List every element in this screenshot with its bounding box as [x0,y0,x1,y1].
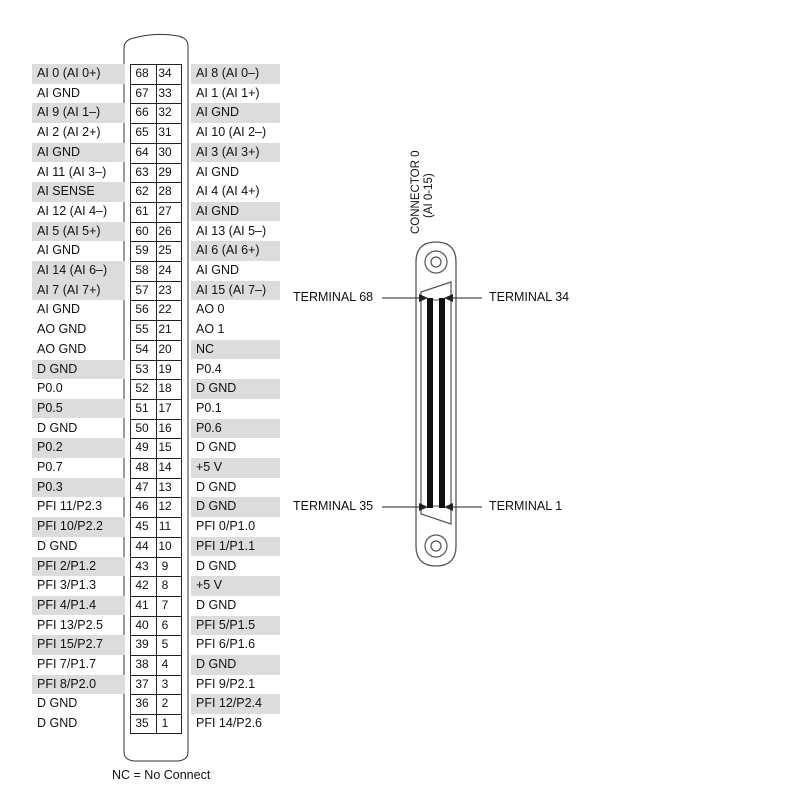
pin-left-number: 55 [135,322,149,337]
pin-left-label: AO GND [37,322,87,337]
pin-right-label: AO 1 [196,322,225,337]
pin-right-label: PFI 5/P1.5 [191,616,280,636]
pin-row [32,458,280,478]
pin-row-divider [130,596,182,597]
pin-row-divider [130,300,182,301]
pin-right-number: 23 [158,282,172,297]
connector-subtitle: (AI 0-15) [423,173,435,218]
pin-left-number: 45 [135,519,149,534]
pin-left-number: 65 [135,125,149,140]
pin-right-label: P0.4 [196,361,222,376]
pin-right-number: 10 [158,538,172,553]
pin-right-number: 26 [158,223,172,238]
pin-row [32,537,280,557]
pin-left-label: P0.5 [32,399,125,419]
pin-left-label: D GND [32,360,125,380]
pin-left-label: PFI 2/P1.2 [32,557,125,577]
pin-left-label: PFI 8/P2.0 [32,675,125,695]
pin-right-label: AI GND [196,263,240,277]
pin-right-number: 34 [158,66,172,80]
pin-left-label: AI 5 (AI 5+) [32,222,125,242]
pin-left-number: 35 [135,716,149,731]
pin-left-label: AO GND [37,341,87,356]
pin-right-number: 7 [161,597,169,612]
pin-left-number: 37 [135,676,149,691]
pin-left-label: P0.3 [32,478,125,498]
pin-row-divider [130,655,182,656]
pin-left-label: P0.2 [32,438,125,458]
pin-row [32,675,280,695]
connector-slot-left [427,298,433,508]
pin-right-number: 29 [158,164,172,179]
pin-right-label: AI 6 (AI 6+) [191,241,280,261]
pin-right-label: AI 15 (AI 7–) [191,281,280,301]
connector-body [416,242,456,566]
pin-row-divider [130,557,182,558]
pin-right-label: AI GND [191,103,280,123]
pin-right-label: D GND [196,479,237,494]
pin-row-divider [130,182,182,183]
pin-right-number: 20 [158,341,172,356]
pin-left-number: 58 [135,263,149,277]
pin-right-label: PFI 0/P1.0 [196,519,256,534]
pin-right-label: D GND [196,558,237,573]
pin-left-label: AI 9 (AI 1–) [32,103,125,123]
pin-row-divider [130,222,182,223]
pin-row-divider [130,103,182,104]
pin-row-divider [130,84,182,85]
pin-right-number: 14 [158,460,172,474]
pin-row [32,714,280,734]
pin-left-number: 54 [135,341,149,356]
pin-left-label: D GND [37,716,78,731]
pin-row [32,320,280,340]
pin-right-label: AI GND [191,202,280,222]
pin-right-label: +5 V [191,576,280,596]
pin-row [32,478,280,498]
pin-row [32,616,280,636]
pin-row-divider [130,163,182,164]
pin-left-label: PFI 13/P2.5 [37,617,104,632]
pin-right-number: 30 [158,144,172,159]
pin-row [32,438,280,458]
pin-right-number: 33 [158,85,172,100]
pin-right-number: 32 [158,105,172,120]
pin-left-label: PFI 11/P2.3 [37,499,103,514]
pin-row-divider [130,675,182,676]
pin-row [32,557,280,577]
pin-right-label: AI 13 (AI 5–) [196,223,267,238]
connector-drawing [382,242,482,566]
pin-left-label: AI GND [37,302,81,317]
pin-row-divider [130,123,182,124]
pin-row [32,261,280,281]
connector-title: CONNECTOR 0 [410,150,422,234]
pin-row [32,399,280,419]
pin-row-divider [130,478,182,479]
pin-right-number: 28 [158,184,172,199]
pin-left-number: 43 [135,558,149,573]
pin-row-divider [130,419,182,420]
pin-left-label: AI 0 (AI 0+) [32,64,125,84]
pin-row-divider [130,202,182,203]
pin-right-label: D GND [191,655,280,675]
pin-left-label: AI 11 (AI 3–) [37,164,107,179]
pin-right-number: 12 [158,499,172,514]
pin-right-label: P0.6 [191,419,280,439]
pin-row-divider [130,281,182,282]
pin-left-number: 53 [135,361,149,376]
pin-left-label: D GND [37,420,78,435]
pin-right-number: 11 [158,519,172,534]
pin-left-number: 64 [135,144,149,159]
pin-right-number: 2 [161,696,169,711]
pin-right-number: 17 [158,400,172,415]
pin-left-label: AI 14 (AI 6–) [32,261,125,281]
connector-d-shell [421,282,451,524]
pin-left-label: P0.7 [37,460,63,474]
pin-row [32,84,280,104]
pin-row-divider [130,616,182,617]
pin-right-number: 9 [161,558,169,573]
pin-row-divider [130,340,182,341]
pin-left-number: 50 [135,420,149,435]
pin-row [32,596,280,616]
pin-right-number: 4 [161,657,169,671]
terminal-35-label: TERMINAL 35 [293,499,374,513]
pin-row-divider [130,714,182,715]
pin-right-number: 19 [158,361,172,376]
pin-row-divider [130,320,182,321]
pin-left-number: 68 [135,66,149,80]
pin-left-label: D GND [37,538,78,553]
pin-row [32,497,280,517]
pin-right-label: P0.1 [196,400,222,415]
pin-right-label: PFI 6/P1.6 [196,637,256,652]
pin-left-number: 61 [135,203,149,218]
pin-right-label: AI GND [196,164,240,179]
pin-row [32,182,280,202]
pin-right-label: PFI 12/P2.4 [191,694,280,714]
pin-row [32,360,280,380]
pin-row-divider [130,458,182,459]
pin-right-number: 24 [158,263,172,277]
pin-right-number: 25 [158,243,172,258]
pin-row-divider [130,143,182,144]
pin-right-number: 1 [161,716,169,731]
pin-left-label: PFI 3/P1.3 [37,578,97,593]
bottom-screw-outer [425,535,447,557]
pin-right-label: AI 10 (AI 2–) [196,125,267,140]
pin-row [32,635,280,655]
pin-left-number: 56 [135,302,149,317]
pin-right-number: 8 [161,578,169,593]
terminal-1-label: TERMINAL 1 [489,499,563,513]
pin-left-number: 46 [135,499,149,514]
pin-left-number: 49 [135,440,149,455]
pin-row [32,379,280,399]
pin-left-label: P0.0 [37,381,63,396]
pin-right-number: 27 [158,203,172,218]
pin-left-number: 67 [135,85,149,100]
pin-left-number: 48 [135,460,149,474]
pin-right-number: 16 [158,420,172,435]
pin-row [32,123,280,143]
pin-left-label: AI 12 (AI 4–) [37,203,108,218]
pin-left-number: 57 [135,282,149,297]
pin-row [32,64,280,84]
pin-right-number: 3 [161,676,169,691]
pin-row [32,163,280,183]
pin-right-label: D GND [196,440,237,455]
pin-left-number: 40 [135,617,149,632]
pin-left-number: 36 [135,696,149,711]
pin-row-divider [130,537,182,538]
pin-left-label: AI GND [37,85,81,100]
pin-row [32,694,280,714]
pin-right-label: AI 4 (AI 4+) [196,184,260,199]
pin-row-divider [130,438,182,439]
pin-row-divider [130,379,182,380]
pin-left-label: D GND [37,696,78,711]
pin-row [32,202,280,222]
pin-right-label: PFI 1/P1.1 [191,537,280,557]
pin-right-label: AI 8 (AI 0–) [191,64,280,84]
pin-left-label: AI GND [37,243,81,258]
pin-row [32,241,280,261]
pin-row [32,576,280,596]
pin-row [32,222,280,242]
pin-left-number: 42 [135,578,149,593]
pin-right-label: +5 V [191,458,280,478]
pin-right-number: 22 [158,302,172,317]
pin-right-label: PFI 14/P2.6 [196,716,263,731]
connector-slot-right [439,298,445,508]
pin-row [32,517,280,537]
pin-left-number: 60 [135,223,149,238]
pin-right-number: 15 [158,440,172,455]
pin-right-label: PFI 9/P2.1 [196,676,256,691]
pin-right-label: D GND [191,497,280,517]
pin-row [32,103,280,123]
connector-title-block [410,151,436,235]
pin-row-divider [130,399,182,400]
pin-right-number: 5 [161,637,169,652]
pin-row [32,300,280,320]
pin-left-label: PFI 15/P2.7 [32,635,125,655]
pin-right-label: D GND [191,379,280,399]
pin-left-number: 47 [135,479,149,494]
pin-left-label: PFI 4/P1.4 [32,596,125,616]
pin-left-label: AI 7 (AI 7+) [32,281,125,301]
pin-left-label: AI GND [32,143,125,163]
top-screw-inner [431,257,441,267]
top-screw-outer [425,251,447,273]
pin-row-divider [130,694,182,695]
pin-left-number: 59 [135,243,149,258]
pin-left-number: 63 [135,164,149,179]
pin-left-label: PFI 7/P1.7 [37,657,97,671]
pin-right-number: 13 [158,479,172,494]
pin-left-number: 51 [135,400,149,415]
pin-left-number: 44 [135,538,149,553]
pin-row-divider [130,635,182,636]
pin-right-label: AI 1 (AI 1+) [196,85,260,100]
pin-left-number: 41 [135,597,149,612]
pin-right-label: NC [191,340,280,360]
pin-row-divider [130,261,182,262]
pin-left-number: 52 [135,381,149,396]
pin-left-number: 62 [135,184,149,199]
pin-row-divider [130,497,182,498]
pin-row [32,143,280,163]
pin-row [32,655,280,675]
pin-right-number: 31 [158,125,172,140]
pin-left-label: PFI 10/P2.2 [32,517,125,537]
pin-right-number: 21 [158,322,172,337]
pin-right-label: AO 0 [196,302,225,317]
pin-row [32,340,280,360]
pin-row-divider [130,517,182,518]
pin-right-label: D GND [196,597,237,612]
pin-row [32,419,280,439]
pin-left-label: AI 2 (AI 2+) [37,125,101,140]
pin-row [32,281,280,301]
pin-left-number: 39 [135,637,149,652]
pin-row-divider [130,360,182,361]
pin-row-divider [130,576,182,577]
pin-left-label: AI SENSE [32,182,125,202]
terminal-34-label: TERMINAL 34 [489,290,570,304]
pin-right-label: AI 3 (AI 3+) [191,143,280,163]
pin-row-divider [130,241,182,242]
bottom-screw-inner [431,541,441,551]
terminal-68-label: TERMINAL 68 [293,290,374,304]
pin-right-number: 18 [158,381,172,396]
pin-right-number: 6 [161,617,169,632]
pin-left-number: 38 [135,657,149,671]
pin-left-number: 66 [135,105,149,120]
nc-note: NC = No Connect [112,768,211,782]
